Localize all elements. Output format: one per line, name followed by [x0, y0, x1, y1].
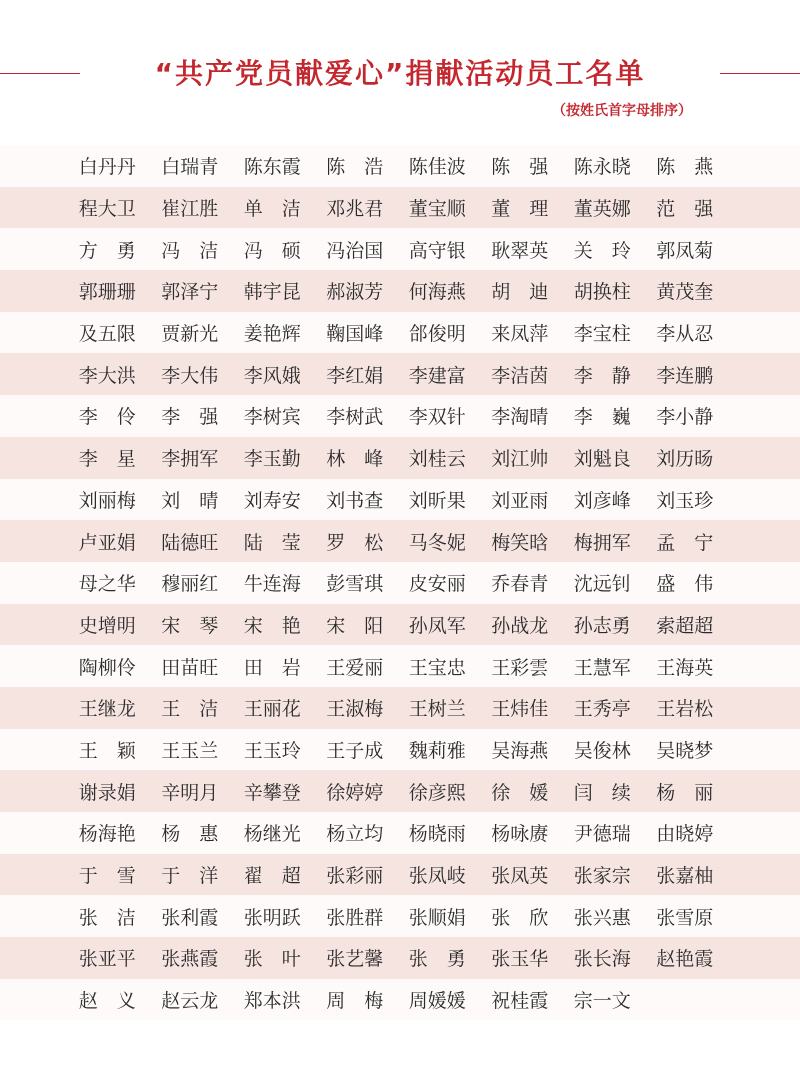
name-row — [0, 812, 800, 854]
name-row — [0, 895, 800, 937]
employee-name: 及五限 — [78, 323, 136, 346]
employee-name: 王宝忠 — [408, 656, 466, 679]
employee-name: 李 强 — [161, 406, 219, 429]
employee-name: 张玉华 — [491, 948, 549, 971]
employee-name: 李宝柱 — [573, 323, 631, 346]
employee-name: 冯治国 — [326, 239, 384, 262]
employee-name: 刘桂云 — [408, 448, 466, 471]
employee-name: 郭珊珊 — [78, 281, 136, 304]
employee-name: 李红娟 — [326, 364, 384, 387]
employee-name: 林 峰 — [326, 448, 384, 471]
employee-name: 李连鹏 — [656, 364, 714, 387]
employee-name: 杨 丽 — [656, 781, 714, 804]
employee-name: 崔江胜 — [161, 198, 219, 221]
employee-name: 陶柳伶 — [78, 656, 136, 679]
employee-name: 李大洪 — [78, 364, 136, 387]
employee-name: 张 勇 — [408, 948, 466, 971]
employee-name: 宋 琴 — [161, 614, 219, 637]
employee-name: 张胜群 — [326, 906, 384, 929]
employee-name: 刘亚雨 — [491, 489, 549, 512]
name-row — [0, 479, 800, 521]
name-row — [0, 729, 800, 771]
employee-name: 尹德瑞 — [573, 823, 631, 846]
name-row — [0, 645, 800, 687]
employee-name: 耿翠英 — [491, 239, 549, 262]
page-title: “共产党员献爱心”捐献活动员工名单 — [154, 57, 646, 90]
employee-name: 陈佳波 — [408, 156, 466, 179]
name-row — [0, 937, 800, 979]
employee-name: 赵云龙 — [161, 990, 219, 1013]
page-subtitle: （按姓氏首字母排序） — [552, 103, 692, 119]
employee-name: 王丽花 — [243, 698, 301, 721]
employee-name: 陈永晓 — [573, 156, 631, 179]
employee-name: 王岩松 — [656, 698, 714, 721]
employee-name: 王炜佳 — [491, 698, 549, 721]
employee-name: 宋 阳 — [326, 614, 384, 637]
employee-name: 沈远钊 — [573, 573, 631, 596]
employee-name: 赵艳霞 — [656, 948, 714, 971]
employee-name: 宗一文 — [573, 990, 631, 1013]
employee-name: 王慧军 — [573, 656, 631, 679]
employee-name: 孟 宁 — [656, 531, 714, 554]
employee-name: 王子成 — [326, 739, 384, 762]
name-row — [0, 437, 800, 479]
employee-name: 母之华 — [78, 573, 136, 596]
employee-name: 刘丽梅 — [78, 489, 136, 512]
employee-name: 方 勇 — [78, 239, 136, 262]
employee-name: 田 岩 — [243, 656, 301, 679]
employee-name: 胡换柱 — [573, 281, 631, 304]
employee-name: 陆 莹 — [243, 531, 301, 554]
employee-name: 白瑞青 — [161, 156, 219, 179]
employee-name: 单 洁 — [243, 198, 301, 221]
employee-name: 李 静 — [573, 364, 631, 387]
employee-name: 胡 迪 — [491, 281, 549, 304]
employee-name: 翟 超 — [243, 865, 301, 888]
employee-name: 姜艳辉 — [243, 323, 301, 346]
employee-name: 吴俊林 — [573, 739, 631, 762]
employee-name: 祝桂霞 — [491, 990, 549, 1013]
employee-name: 张嘉柚 — [656, 865, 714, 888]
employee-name: 索超超 — [656, 614, 714, 637]
employee-name: 来凤萍 — [491, 323, 549, 346]
employee-name: 孙战龙 — [491, 614, 549, 637]
employee-name: 周媛媛 — [408, 990, 466, 1013]
employee-name: 陈 强 — [491, 156, 549, 179]
employee-name: 王 颖 — [78, 739, 136, 762]
employee-name: 陈东霞 — [243, 156, 301, 179]
employee-name: 刘 晴 — [161, 489, 219, 512]
employee-name: 刘昕果 — [408, 489, 466, 512]
employee-name: 徐婷婷 — [326, 781, 384, 804]
employee-name: 郭凤菊 — [656, 239, 714, 262]
employee-name: 乔春青 — [491, 573, 549, 596]
employee-name: 刘魁良 — [573, 448, 631, 471]
employee-name: 李拥军 — [161, 448, 219, 471]
employee-name: 张 洁 — [78, 906, 136, 929]
employee-name: 张利霞 — [161, 906, 219, 929]
employee-name: 刘江帅 — [491, 448, 549, 471]
employee-name: 于 洋 — [161, 865, 219, 888]
name-row — [0, 979, 800, 1021]
employee-name: 李淘晴 — [491, 406, 549, 429]
employee-name: 张彩丽 — [326, 865, 384, 888]
employee-name: 宋 艳 — [243, 614, 301, 637]
employee-name: 杨咏赓 — [491, 823, 549, 846]
name-list — [0, 145, 800, 1020]
employee-name: 郑本洪 — [243, 990, 301, 1013]
employee-name: 张兴惠 — [573, 906, 631, 929]
employee-name: 王彩雲 — [491, 656, 549, 679]
employee-name: 李树宾 — [243, 406, 301, 429]
employee-name: 辛攀登 — [243, 781, 301, 804]
employee-name: 张艺馨 — [326, 948, 384, 971]
employee-name: 邓兆君 — [326, 198, 384, 221]
employee-name: 李洁茵 — [491, 364, 549, 387]
employee-name: 张凤英 — [491, 865, 549, 888]
employee-name: 王爱丽 — [326, 656, 384, 679]
employee-name: 辛明月 — [161, 781, 219, 804]
employee-name: 卢亚娟 — [78, 531, 136, 554]
employee-name: 刘寿安 — [243, 489, 301, 512]
employee-name: 王玉兰 — [161, 739, 219, 762]
employee-name: 郝淑芳 — [326, 281, 384, 304]
employee-name: 冯 硕 — [243, 239, 301, 262]
employee-name: 关 玲 — [573, 239, 631, 262]
employee-name: 李风娥 — [243, 364, 301, 387]
employee-name: 李大伟 — [161, 364, 219, 387]
employee-name: 王玉玲 — [243, 739, 301, 762]
employee-name: 李建富 — [408, 364, 466, 387]
employee-name: 韩宇昆 — [243, 281, 301, 304]
employee-name: 杨立均 — [326, 823, 384, 846]
employee-name: 张凤岐 — [408, 865, 466, 888]
employee-name: 张 叶 — [243, 948, 301, 971]
employee-name: 王树兰 — [408, 698, 466, 721]
employee-name: 吴海燕 — [491, 739, 549, 762]
employee-name: 张长海 — [573, 948, 631, 971]
employee-name: 罗 松 — [326, 531, 384, 554]
employee-name: 张雪原 — [656, 906, 714, 929]
employee-name: 李从忍 — [656, 323, 714, 346]
name-row — [0, 687, 800, 729]
employee-name: 刘历旸 — [656, 448, 714, 471]
employee-name: 吴晓梦 — [656, 739, 714, 762]
employee-name: 张顺娟 — [408, 906, 466, 929]
employee-name: 李 巍 — [573, 406, 631, 429]
employee-name: 李双针 — [408, 406, 466, 429]
employee-name: 史增明 — [78, 614, 136, 637]
employee-name: 李 伶 — [78, 406, 136, 429]
title-rule-right — [720, 73, 800, 74]
employee-name: 刘玉珍 — [656, 489, 714, 512]
employee-name: 皮安丽 — [408, 573, 466, 596]
employee-name: 谢录娟 — [78, 781, 136, 804]
name-row — [0, 270, 800, 312]
employee-name: 郃俊明 — [408, 323, 466, 346]
employee-name: 李树武 — [326, 406, 384, 429]
employee-name: 梅拥军 — [573, 531, 631, 554]
employee-name: 穆丽红 — [161, 573, 219, 596]
employee-name: 贾新光 — [161, 323, 219, 346]
employee-name: 魏莉雅 — [408, 739, 466, 762]
employee-name: 王淑梅 — [326, 698, 384, 721]
employee-name: 周 梅 — [326, 990, 384, 1013]
employee-name: 马冬妮 — [408, 531, 466, 554]
employee-name: 王继龙 — [78, 698, 136, 721]
name-row — [0, 228, 800, 270]
employee-name: 陈 浩 — [326, 156, 384, 179]
name-row — [0, 145, 800, 187]
employee-name: 张明跃 — [243, 906, 301, 929]
name-row — [0, 312, 800, 354]
employee-name: 鞠国峰 — [326, 323, 384, 346]
employee-name: 郭泽宁 — [161, 281, 219, 304]
employee-name: 刘彦峰 — [573, 489, 631, 512]
name-row — [0, 353, 800, 395]
employee-name: 董 理 — [491, 198, 549, 221]
header — [0, 0, 800, 145]
employee-name: 范 强 — [656, 198, 714, 221]
employee-name: 陈 燕 — [656, 156, 714, 179]
employee-name: 杨继光 — [243, 823, 301, 846]
employee-name: 董英娜 — [573, 198, 631, 221]
employee-name: 于 雪 — [78, 865, 136, 888]
name-row — [0, 770, 800, 812]
employee-name: 张家宗 — [573, 865, 631, 888]
employee-name: 梅笑晗 — [491, 531, 549, 554]
name-row — [0, 395, 800, 437]
employee-name: 王 洁 — [161, 698, 219, 721]
employee-name: 程大卫 — [78, 198, 136, 221]
employee-name: 刘书查 — [326, 489, 384, 512]
employee-name: 冯 洁 — [161, 239, 219, 262]
employee-name: 由晓婷 — [656, 823, 714, 846]
employee-name: 李 星 — [78, 448, 136, 471]
employee-name: 陆德旺 — [161, 531, 219, 554]
employee-name: 牛连海 — [243, 573, 301, 596]
employee-name: 田苗旺 — [161, 656, 219, 679]
employee-name: 张亚平 — [78, 948, 136, 971]
employee-name: 张燕霞 — [161, 948, 219, 971]
name-row — [0, 562, 800, 604]
employee-name: 彭雪琪 — [326, 573, 384, 596]
employee-name: 盛 伟 — [656, 573, 714, 596]
name-row — [0, 604, 800, 646]
name-row — [0, 520, 800, 562]
employee-name: 孙凤军 — [408, 614, 466, 637]
employee-name: 杨 惠 — [161, 823, 219, 846]
employee-name: 何海燕 — [408, 281, 466, 304]
employee-name: 张 欣 — [491, 906, 549, 929]
employee-name: 孙志勇 — [573, 614, 631, 637]
employee-name: 徐 媛 — [491, 781, 549, 804]
employee-name: 赵 义 — [78, 990, 136, 1013]
employee-name: 王秀亭 — [573, 698, 631, 721]
employee-name: 李小静 — [656, 406, 714, 429]
name-row — [0, 187, 800, 229]
employee-name: 王海英 — [656, 656, 714, 679]
employee-name: 李玉勤 — [243, 448, 301, 471]
employee-name: 董宝顺 — [408, 198, 466, 221]
employee-name: 徐彦熙 — [408, 781, 466, 804]
employee-name: 杨晓雨 — [408, 823, 466, 846]
title-rule-left — [0, 73, 80, 74]
name-row — [0, 854, 800, 896]
employee-name: 黄茂奎 — [656, 281, 714, 304]
employee-name: 杨海艳 — [78, 823, 136, 846]
employee-name: 白丹丹 — [78, 156, 136, 179]
employee-name: 闫 续 — [573, 781, 631, 804]
employee-name: 高守银 — [408, 239, 466, 262]
